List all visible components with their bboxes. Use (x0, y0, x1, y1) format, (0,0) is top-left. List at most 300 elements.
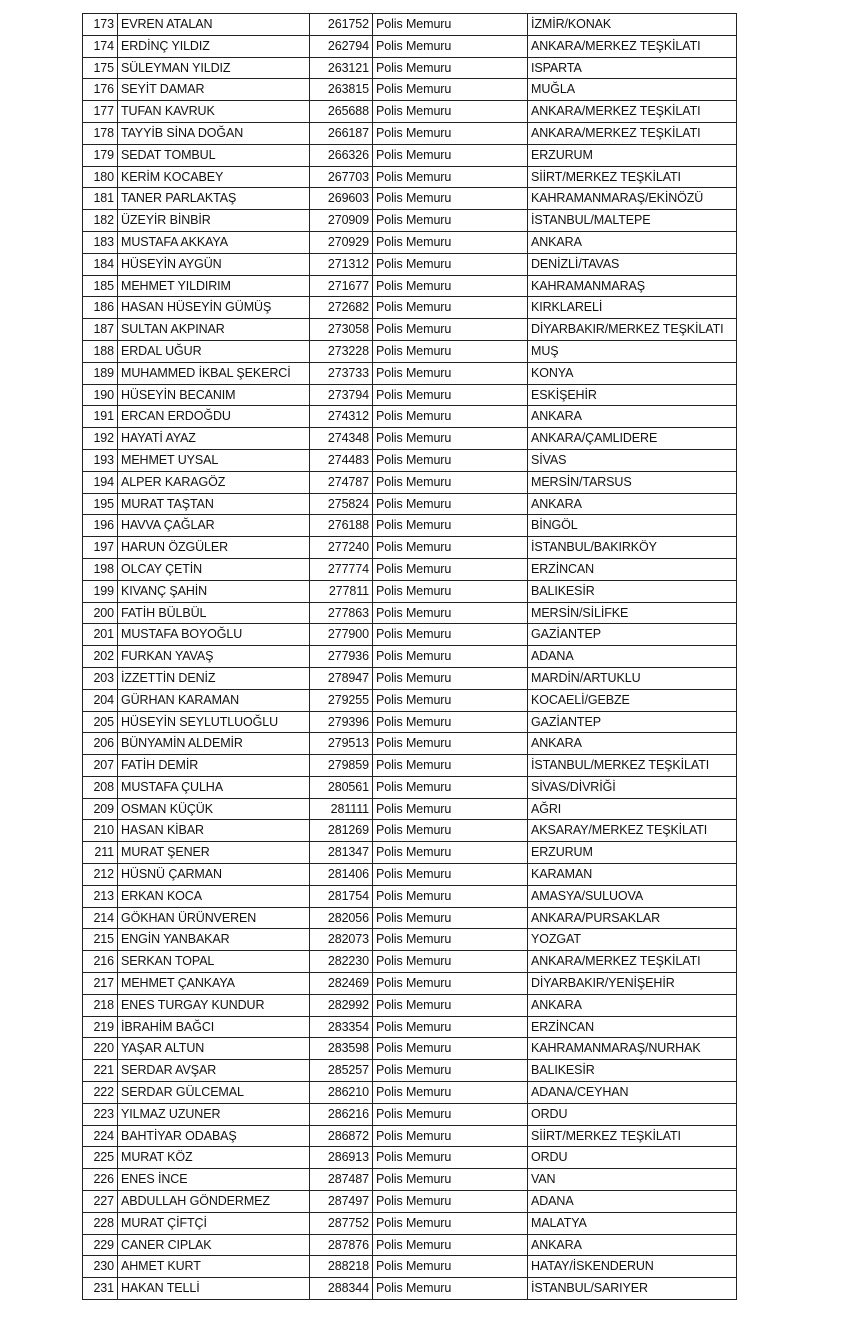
row-number-cell: 227 (83, 1191, 118, 1213)
row-number-cell: 180 (83, 166, 118, 188)
name-cell: HÜSNÜ ÇARMAN (118, 864, 310, 886)
name-cell: SERDAR AVŞAR (118, 1060, 310, 1082)
name-cell: TUFAN KAVRUK (118, 101, 310, 123)
table-row (83, 384, 737, 406)
location-cell: ERZURUM (528, 144, 737, 166)
table-row (83, 1147, 737, 1169)
registry-number-cell: 274787 (310, 471, 373, 493)
row-number-cell: 195 (83, 493, 118, 515)
registry-number-cell: 271677 (310, 275, 373, 297)
table-row (83, 973, 737, 995)
title-cell: Polis Memuru (373, 558, 528, 580)
name-cell: KIVANÇ ŞAHİN (118, 580, 310, 602)
row-number-cell: 202 (83, 646, 118, 668)
table-row (83, 57, 737, 79)
registry-number-cell: 282469 (310, 973, 373, 995)
title-cell: Polis Memuru (373, 973, 528, 995)
title-cell: Polis Memuru (373, 1016, 528, 1038)
name-cell: KERİM KOCABEY (118, 166, 310, 188)
title-cell: Polis Memuru (373, 122, 528, 144)
registry-number-cell: 277900 (310, 624, 373, 646)
name-cell: MEHMET UYSAL (118, 449, 310, 471)
name-cell: OSMAN KÜÇÜK (118, 798, 310, 820)
location-cell: İSTANBUL/BAKIRKÖY (528, 537, 737, 559)
title-cell: Polis Memuru (373, 798, 528, 820)
registry-number-cell: 282992 (310, 994, 373, 1016)
title-cell: Polis Memuru (373, 101, 528, 123)
row-number-cell: 193 (83, 449, 118, 471)
row-number-cell: 225 (83, 1147, 118, 1169)
table-row (83, 733, 737, 755)
name-cell: MUSTAFA ÇULHA (118, 776, 310, 798)
title-cell: Polis Memuru (373, 711, 528, 733)
table-row (83, 122, 737, 144)
name-cell: TAYYİB SİNA DOĞAN (118, 122, 310, 144)
title-cell: Polis Memuru (373, 689, 528, 711)
location-cell: ADANA (528, 1191, 737, 1213)
title-cell: Polis Memuru (373, 471, 528, 493)
title-cell: Polis Memuru (373, 79, 528, 101)
name-cell: HAKAN TELLİ (118, 1278, 310, 1300)
title-cell: Polis Memuru (373, 537, 528, 559)
registry-number-cell: 265688 (310, 101, 373, 123)
row-number-cell: 194 (83, 471, 118, 493)
table-row (83, 1082, 737, 1104)
table-row (83, 689, 737, 711)
name-cell: ENES İNCE (118, 1169, 310, 1191)
title-cell: Polis Memuru (373, 602, 528, 624)
table-row (83, 1060, 737, 1082)
row-number-cell: 205 (83, 711, 118, 733)
registry-number-cell: 274483 (310, 449, 373, 471)
table-row (83, 188, 737, 210)
location-cell: SİVAS (528, 449, 737, 471)
registry-number-cell: 266187 (310, 122, 373, 144)
location-cell: BİNGÖL (528, 515, 737, 537)
name-cell: BÜNYAMİN ALDEMİR (118, 733, 310, 755)
location-cell: DİYARBAKIR/YENİŞEHİR (528, 973, 737, 995)
title-cell: Polis Memuru (373, 297, 528, 319)
location-cell: ANKARA (528, 493, 737, 515)
registry-number-cell: 272682 (310, 297, 373, 319)
table-row (83, 929, 737, 951)
registry-number-cell: 286216 (310, 1103, 373, 1125)
location-cell: KIRKLARELİ (528, 297, 737, 319)
title-cell: Polis Memuru (373, 842, 528, 864)
title-cell: Polis Memuru (373, 1191, 528, 1213)
registry-number-cell: 277240 (310, 537, 373, 559)
table-row (83, 624, 737, 646)
row-number-cell: 231 (83, 1278, 118, 1300)
table-row (83, 1125, 737, 1147)
location-cell: SİİRT/MERKEZ TEŞKİLATI (528, 166, 737, 188)
location-cell: KAHRAMANMARAŞ/NURHAK (528, 1038, 737, 1060)
name-cell: AHMET KURT (118, 1256, 310, 1278)
name-cell: MEHMET YILDIRIM (118, 275, 310, 297)
registry-number-cell: 288344 (310, 1278, 373, 1300)
registry-number-cell: 277774 (310, 558, 373, 580)
row-number-cell: 197 (83, 537, 118, 559)
title-cell: Polis Memuru (373, 951, 528, 973)
location-cell: AKSARAY/MERKEZ TEŞKİLATI (528, 820, 737, 842)
registry-number-cell: 263121 (310, 57, 373, 79)
title-cell: Polis Memuru (373, 1038, 528, 1060)
location-cell: ISPARTA (528, 57, 737, 79)
table-row (83, 885, 737, 907)
name-cell: FATİH DEMİR (118, 755, 310, 777)
row-number-cell: 178 (83, 122, 118, 144)
table-row (83, 755, 737, 777)
row-number-cell: 219 (83, 1016, 118, 1038)
title-cell: Polis Memuru (373, 428, 528, 450)
registry-number-cell: 270909 (310, 210, 373, 232)
title-cell: Polis Memuru (373, 166, 528, 188)
location-cell: ANKARA/MERKEZ TEŞKİLATI (528, 35, 737, 57)
location-cell: ADANA/CEYHAN (528, 1082, 737, 1104)
registry-number-cell: 273228 (310, 340, 373, 362)
row-number-cell: 212 (83, 864, 118, 886)
row-number-cell: 200 (83, 602, 118, 624)
name-cell: İBRAHİM BAĞCI (118, 1016, 310, 1038)
location-cell: İSTANBUL/MALTEPE (528, 210, 737, 232)
registry-number-cell: 277863 (310, 602, 373, 624)
registry-number-cell: 278947 (310, 667, 373, 689)
title-cell: Polis Memuru (373, 1060, 528, 1082)
row-number-cell: 210 (83, 820, 118, 842)
title-cell: Polis Memuru (373, 1234, 528, 1256)
table-row (83, 493, 737, 515)
registry-number-cell: 277811 (310, 580, 373, 602)
location-cell: GAZİANTEP (528, 711, 737, 733)
title-cell: Polis Memuru (373, 776, 528, 798)
table-row (83, 340, 737, 362)
table-row (83, 1191, 737, 1213)
location-cell: ANKARA (528, 406, 737, 428)
registry-number-cell: 283598 (310, 1038, 373, 1060)
registry-number-cell: 279255 (310, 689, 373, 711)
table-row (83, 798, 737, 820)
title-cell: Polis Memuru (373, 885, 528, 907)
title-cell: Polis Memuru (373, 231, 528, 253)
row-number-cell: 188 (83, 340, 118, 362)
location-cell: ANKARA (528, 231, 737, 253)
registry-number-cell: 281754 (310, 885, 373, 907)
location-cell: MUĞLA (528, 79, 737, 101)
table-row (83, 297, 737, 319)
name-cell: SERKAN TOPAL (118, 951, 310, 973)
registry-number-cell: 281269 (310, 820, 373, 842)
name-cell: TANER PARLAKTAŞ (118, 188, 310, 210)
location-cell: ANKARA (528, 1234, 737, 1256)
location-cell: HATAY/İSKENDERUN (528, 1256, 737, 1278)
name-cell: HAYATİ AYAZ (118, 428, 310, 450)
name-cell: ALPER KARAGÖZ (118, 471, 310, 493)
table-row (83, 449, 737, 471)
row-number-cell: 175 (83, 57, 118, 79)
row-number-cell: 209 (83, 798, 118, 820)
name-cell: ÜZEYİR BİNBİR (118, 210, 310, 232)
location-cell: ANKARA/MERKEZ TEŞKİLATI (528, 101, 737, 123)
table-row (83, 406, 737, 428)
row-number-cell: 206 (83, 733, 118, 755)
table-row (83, 1256, 737, 1278)
name-cell: SÜLEYMAN YILDIZ (118, 57, 310, 79)
location-cell: KARAMAN (528, 864, 737, 886)
location-cell: ANKARA (528, 733, 737, 755)
location-cell: MUŞ (528, 340, 737, 362)
registry-number-cell: 281406 (310, 864, 373, 886)
row-number-cell: 230 (83, 1256, 118, 1278)
location-cell: DENİZLİ/TAVAS (528, 253, 737, 275)
registry-number-cell: 273058 (310, 319, 373, 341)
table-row (83, 253, 737, 275)
row-number-cell: 181 (83, 188, 118, 210)
table-row (83, 231, 737, 253)
table-row (83, 1016, 737, 1038)
registry-number-cell: 286872 (310, 1125, 373, 1147)
title-cell: Polis Memuru (373, 384, 528, 406)
location-cell: SİVAS/DİVRİĞİ (528, 776, 737, 798)
name-cell: ERDİNÇ YILDIZ (118, 35, 310, 57)
title-cell: Polis Memuru (373, 1169, 528, 1191)
name-cell: İZZETTİN DENİZ (118, 667, 310, 689)
location-cell: BALIKESİR (528, 580, 737, 602)
location-cell: İSTANBUL/SARIYER (528, 1278, 737, 1300)
location-cell: AMASYA/SULUOVA (528, 885, 737, 907)
location-cell: ERZİNCAN (528, 558, 737, 580)
name-cell: YILMAZ UZUNER (118, 1103, 310, 1125)
name-cell: MURAT ŞENER (118, 842, 310, 864)
name-cell: SULTAN AKPINAR (118, 319, 310, 341)
location-cell: GAZİANTEP (528, 624, 737, 646)
registry-number-cell: 283354 (310, 1016, 373, 1038)
registry-number-cell: 287487 (310, 1169, 373, 1191)
registry-number-cell: 286210 (310, 1082, 373, 1104)
title-cell: Polis Memuru (373, 1103, 528, 1125)
registry-number-cell: 279396 (310, 711, 373, 733)
table-row (83, 537, 737, 559)
table-row (83, 558, 737, 580)
registry-number-cell: 281111 (310, 798, 373, 820)
location-cell: AĞRI (528, 798, 737, 820)
row-number-cell: 217 (83, 973, 118, 995)
name-cell: HÜSEYİN SEYLUTLUOĞLU (118, 711, 310, 733)
table-row (83, 1169, 737, 1191)
registry-number-cell: 274348 (310, 428, 373, 450)
registry-number-cell: 261752 (310, 14, 373, 36)
row-number-cell: 221 (83, 1060, 118, 1082)
name-cell: GÜRHAN KARAMAN (118, 689, 310, 711)
title-cell: Polis Memuru (373, 275, 528, 297)
location-cell: ESKİŞEHİR (528, 384, 737, 406)
row-number-cell: 223 (83, 1103, 118, 1125)
row-number-cell: 186 (83, 297, 118, 319)
registry-number-cell: 269603 (310, 188, 373, 210)
registry-number-cell: 279859 (310, 755, 373, 777)
name-cell: ERCAN ERDOĞDU (118, 406, 310, 428)
title-cell: Polis Memuru (373, 35, 528, 57)
table-row (83, 820, 737, 842)
row-number-cell: 189 (83, 362, 118, 384)
row-number-cell: 204 (83, 689, 118, 711)
row-number-cell: 220 (83, 1038, 118, 1060)
location-cell: KOCAELİ/GEBZE (528, 689, 737, 711)
name-cell: MUHAMMED İKBAL ŞEKERCİ (118, 362, 310, 384)
row-number-cell: 179 (83, 144, 118, 166)
title-cell: Polis Memuru (373, 362, 528, 384)
table-row (83, 275, 737, 297)
location-cell: ANKARA (528, 994, 737, 1016)
table-row (83, 1103, 737, 1125)
location-cell: ANKARA/MERKEZ TEŞKİLATI (528, 122, 737, 144)
row-number-cell: 218 (83, 994, 118, 1016)
registry-number-cell: 287752 (310, 1212, 373, 1234)
row-number-cell: 173 (83, 14, 118, 36)
table-row (83, 210, 737, 232)
location-cell: İZMİR/KONAK (528, 14, 737, 36)
registry-number-cell: 273733 (310, 362, 373, 384)
registry-number-cell: 270929 (310, 231, 373, 253)
table-row (83, 994, 737, 1016)
name-cell: EVREN ATALAN (118, 14, 310, 36)
table-row (83, 166, 737, 188)
row-number-cell: 182 (83, 210, 118, 232)
table-row (83, 14, 737, 36)
location-cell: VAN (528, 1169, 737, 1191)
table-row (83, 646, 737, 668)
row-number-cell: 184 (83, 253, 118, 275)
name-cell: MUSTAFA BOYOĞLU (118, 624, 310, 646)
name-cell: ERDAL UĞUR (118, 340, 310, 362)
location-cell: ADANA (528, 646, 737, 668)
personnel-table (82, 13, 737, 1300)
row-number-cell: 187 (83, 319, 118, 341)
title-cell: Polis Memuru (373, 1125, 528, 1147)
row-number-cell: 229 (83, 1234, 118, 1256)
title-cell: Polis Memuru (373, 515, 528, 537)
title-cell: Polis Memuru (373, 907, 528, 929)
registry-number-cell: 282056 (310, 907, 373, 929)
registry-number-cell: 286913 (310, 1147, 373, 1169)
title-cell: Polis Memuru (373, 1082, 528, 1104)
title-cell: Polis Memuru (373, 210, 528, 232)
name-cell: ERKAN KOCA (118, 885, 310, 907)
title-cell: Polis Memuru (373, 929, 528, 951)
title-cell: Polis Memuru (373, 493, 528, 515)
name-cell: MUSTAFA AKKAYA (118, 231, 310, 253)
row-number-cell: 203 (83, 667, 118, 689)
row-number-cell: 192 (83, 428, 118, 450)
row-number-cell: 199 (83, 580, 118, 602)
table-row (83, 1212, 737, 1234)
title-cell: Polis Memuru (373, 144, 528, 166)
table-row (83, 428, 737, 450)
registry-number-cell: 274312 (310, 406, 373, 428)
title-cell: Polis Memuru (373, 1278, 528, 1300)
table-row (83, 1278, 737, 1300)
name-cell: SEDAT TOMBUL (118, 144, 310, 166)
table-row (83, 711, 737, 733)
title-cell: Polis Memuru (373, 994, 528, 1016)
name-cell: ABDULLAH GÖNDERMEZ (118, 1191, 310, 1213)
table-row (83, 580, 737, 602)
name-cell: MURAT ÇİFTÇİ (118, 1212, 310, 1234)
location-cell: SİİRT/MERKEZ TEŞKİLATI (528, 1125, 737, 1147)
title-cell: Polis Memuru (373, 755, 528, 777)
table-row (83, 101, 737, 123)
name-cell: BAHTİYAR ODABAŞ (118, 1125, 310, 1147)
registry-number-cell: 282073 (310, 929, 373, 951)
title-cell: Polis Memuru (373, 188, 528, 210)
row-number-cell: 198 (83, 558, 118, 580)
title-cell: Polis Memuru (373, 820, 528, 842)
location-cell: ERZİNCAN (528, 1016, 737, 1038)
row-number-cell: 211 (83, 842, 118, 864)
row-number-cell: 208 (83, 776, 118, 798)
personnel-table-body (83, 14, 737, 1300)
registry-number-cell: 271312 (310, 253, 373, 275)
row-number-cell: 215 (83, 929, 118, 951)
location-cell: DİYARBAKIR/MERKEZ TEŞKİLATI (528, 319, 737, 341)
row-number-cell: 191 (83, 406, 118, 428)
title-cell: Polis Memuru (373, 580, 528, 602)
registry-number-cell: 273794 (310, 384, 373, 406)
title-cell: Polis Memuru (373, 864, 528, 886)
row-number-cell: 176 (83, 79, 118, 101)
location-cell: KONYA (528, 362, 737, 384)
table-row (83, 35, 737, 57)
location-cell: KAHRAMANMARAŞ (528, 275, 737, 297)
location-cell: ANKARA/MERKEZ TEŞKİLATI (528, 951, 737, 973)
row-number-cell: 183 (83, 231, 118, 253)
registry-number-cell: 282230 (310, 951, 373, 973)
name-cell: CANER CIPLAK (118, 1234, 310, 1256)
row-number-cell: 201 (83, 624, 118, 646)
location-cell: MERSİN/TARSUS (528, 471, 737, 493)
registry-number-cell: 287497 (310, 1191, 373, 1213)
name-cell: ENES TURGAY KUNDUR (118, 994, 310, 1016)
title-cell: Polis Memuru (373, 646, 528, 668)
row-number-cell: 228 (83, 1212, 118, 1234)
title-cell: Polis Memuru (373, 667, 528, 689)
registry-number-cell: 276188 (310, 515, 373, 537)
location-cell: KAHRAMANMARAŞ/EKİNÖZÜ (528, 188, 737, 210)
name-cell: YAŞAR ALTUN (118, 1038, 310, 1060)
row-number-cell: 174 (83, 35, 118, 57)
registry-number-cell: 281347 (310, 842, 373, 864)
location-cell: ORDU (528, 1147, 737, 1169)
title-cell: Polis Memuru (373, 1212, 528, 1234)
name-cell: OLCAY ÇETİN (118, 558, 310, 580)
location-cell: MERSİN/SİLİFKE (528, 602, 737, 624)
registry-number-cell: 285257 (310, 1060, 373, 1082)
registry-number-cell: 277936 (310, 646, 373, 668)
table-row (83, 667, 737, 689)
registry-number-cell: 279513 (310, 733, 373, 755)
name-cell: GÖKHAN ÜRÜNVEREN (118, 907, 310, 929)
title-cell: Polis Memuru (373, 14, 528, 36)
name-cell: HARUN ÖZGÜLER (118, 537, 310, 559)
location-cell: İSTANBUL/MERKEZ TEŞKİLATI (528, 755, 737, 777)
row-number-cell: 224 (83, 1125, 118, 1147)
name-cell: FURKAN YAVAŞ (118, 646, 310, 668)
table-row (83, 362, 737, 384)
location-cell: ANKARA/PURSAKLAR (528, 907, 737, 929)
row-number-cell: 207 (83, 755, 118, 777)
table-row (83, 907, 737, 929)
name-cell: MURAT TAŞTAN (118, 493, 310, 515)
name-cell: SERDAR GÜLCEMAL (118, 1082, 310, 1104)
